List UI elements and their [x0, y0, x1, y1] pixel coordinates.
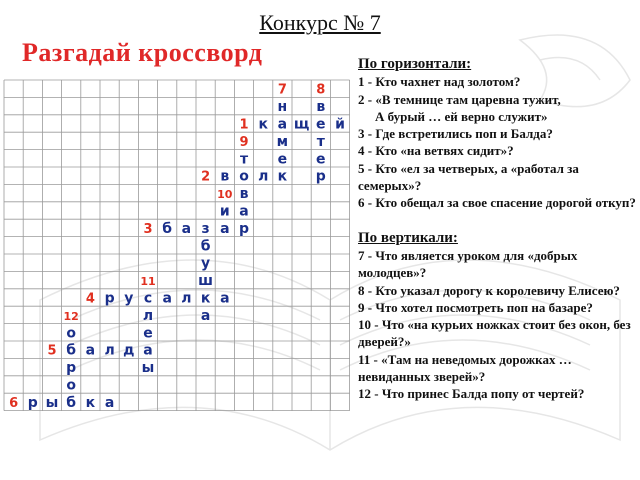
answer-letter: а [200, 307, 211, 324]
answer-letter: л [142, 307, 154, 324]
answer-letter: й [335, 116, 345, 133]
down-heading: По вертикали: [358, 229, 458, 246]
clue-number: 11 [140, 275, 156, 289]
answer-letter: а [220, 290, 230, 307]
down-clue-8: 8 - Кто указал дорогу к королевичу Елисею? [358, 282, 620, 298]
answer-letter: о [66, 377, 77, 394]
down-clue-12: 12 - Что принес Балда попу от чертей? [358, 386, 585, 402]
answer-letter: в [220, 168, 230, 185]
down-clue-11: 11 - «Там на неведомых дорожках … невиданных зверей»? [358, 351, 572, 385]
clue-number: 10 [217, 188, 233, 202]
answer-letter: т [316, 133, 325, 150]
answer-letter: о [239, 168, 249, 185]
answer-letter: з [201, 220, 210, 237]
across-clue-3: 3 - Где встретились поп и Балда? [358, 126, 553, 142]
clue-number: 7 [277, 82, 287, 98]
clue-number: 8 [316, 82, 326, 98]
answer-letter: у [201, 255, 211, 272]
across-clue-2-continued: А бурый … ей верно служит» [375, 108, 548, 124]
answer-letter: л [258, 168, 269, 185]
across-clue-4: 4 - Кто «на ветвях сидит»? [358, 143, 514, 159]
answer-letter: с [143, 290, 153, 307]
answer-letter: р [315, 168, 326, 185]
across-clue-6: 6 - Кто обещал за свое спасение дорогой откуп? [358, 195, 636, 211]
down-clue-10: 10 - Что «на курьих ножках стоит без окон, без дверей?» [358, 317, 631, 350]
clue-number: 2 [201, 169, 211, 185]
answer-letter: у [124, 290, 134, 307]
answer-letter: к [200, 290, 211, 307]
answer-letter: р [66, 360, 77, 377]
clue-number: 9 [239, 134, 249, 150]
clues-panel [358, 56, 638, 403]
answer-letter: а [239, 203, 249, 220]
answer-letter: ы [45, 394, 59, 411]
answer-letter: ш [198, 273, 214, 290]
answer-letter: р [104, 290, 115, 307]
answer-letter: д [123, 342, 135, 359]
answer-letter: е [316, 151, 326, 168]
down-clue-9: 9 - Что хотел посмотреть поп на базаре? [358, 299, 593, 315]
answer-letter: р [27, 394, 38, 411]
answer-letter: к [277, 168, 288, 185]
answer-letter: м [276, 133, 289, 150]
crossword-subtitle: Разгадай кроссворд [22, 38, 263, 67]
answer-letter: р [238, 220, 250, 237]
answer-letter: о [66, 325, 77, 342]
clue-number: 3 [143, 221, 153, 237]
answer-letter: в [239, 186, 249, 203]
answer-letter: в [316, 99, 326, 116]
down-clue-7: 7 - Что является уроком для «добрых молодцев»? [358, 247, 578, 281]
answer-letter: е [277, 151, 288, 168]
answer-letter: л [104, 342, 115, 359]
answer-letter: а [143, 342, 153, 359]
clue-number: 5 [47, 343, 57, 359]
answer-letter: б [66, 394, 77, 411]
clue-number: 12 [63, 309, 79, 323]
answer-letter: а [85, 342, 96, 359]
answer-letter: е [143, 325, 153, 342]
answer-letter: б [162, 220, 173, 237]
across-heading: По горизонтали: [358, 56, 472, 72]
answer-letter: а [104, 394, 115, 411]
answer-letter: а [162, 290, 172, 307]
answer-letter: к [258, 116, 268, 133]
answer-letter: б [200, 238, 211, 255]
across-clue-5: 5 - Кто «ел за четверых, а «работал за семерых»? [358, 160, 579, 194]
answer-letter: а [220, 220, 230, 237]
clue-number: 1 [239, 117, 249, 133]
across-clue-1: 1 - Кто чахнет над золотом? [358, 74, 521, 90]
answer-letter: щ [293, 116, 310, 133]
answer-letter: а [181, 220, 192, 237]
answer-letter: т [239, 151, 249, 168]
across-clue-2: 2 - «В темнице там царевна тужит, [358, 91, 561, 107]
answer-letter: к [85, 394, 96, 411]
answer-letter: б [66, 342, 77, 359]
answer-letter: а [277, 116, 288, 133]
answer-letter: л [181, 290, 192, 307]
clue-number: 4 [85, 291, 95, 307]
clue-number: 6 [9, 395, 19, 411]
answer-letter: е [316, 116, 326, 133]
answer-letter: и [219, 203, 230, 220]
page-title: Конкурс № 7 [259, 10, 381, 35]
answer-letter: н [277, 99, 288, 116]
answer-letter: ы [141, 360, 155, 377]
